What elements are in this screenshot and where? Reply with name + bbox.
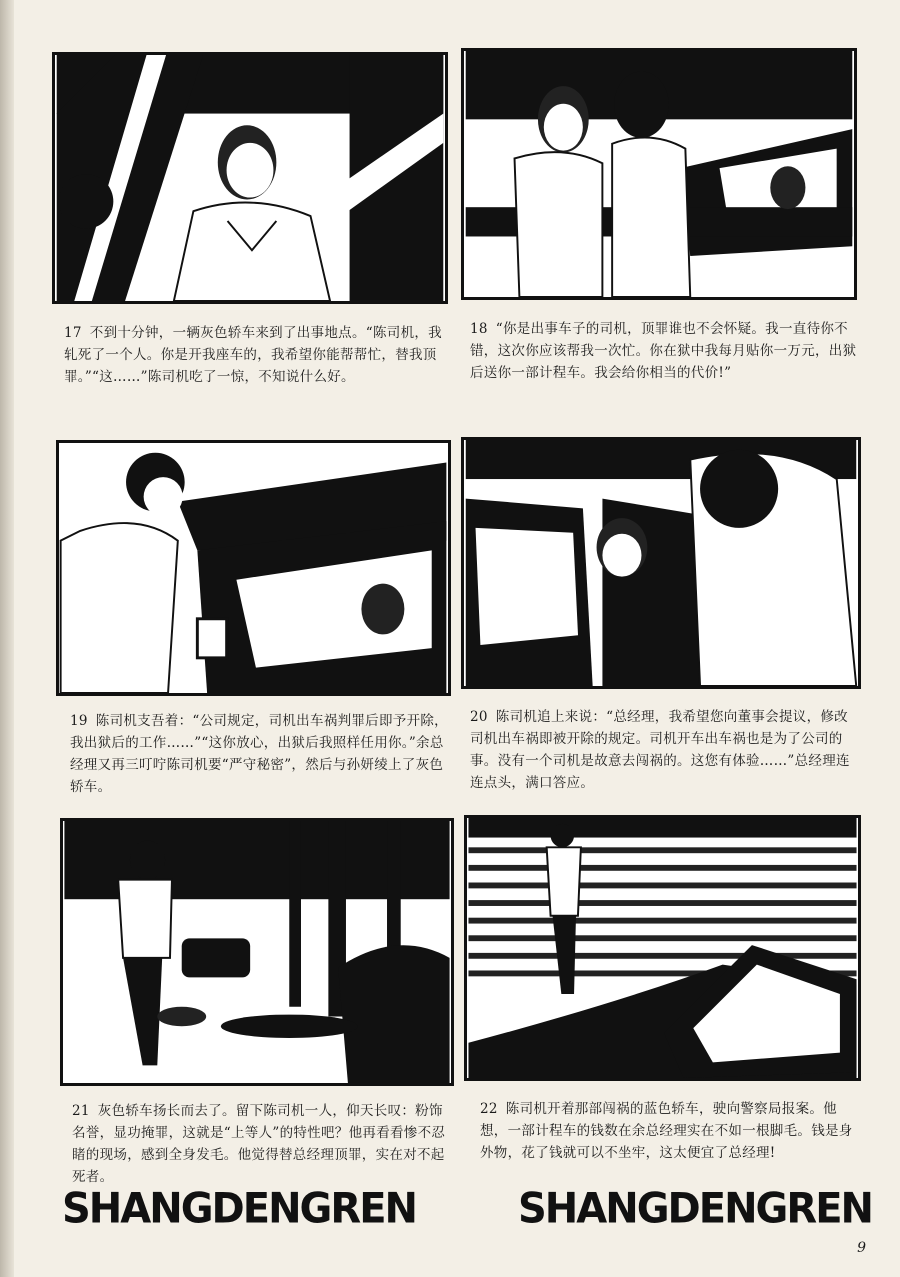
caption-number: 22 [480, 1101, 498, 1117]
caption-number: 19 [70, 713, 88, 729]
caption-number: 17 [64, 325, 82, 341]
banner-title-right: SHANGDENGREN [518, 1184, 872, 1234]
page-binding-edge [0, 0, 14, 1277]
caption-text: 陈司机支吾着：“公司规定，司机出车祸判罪后即予开除，我出狱后的工作……”“这你放心，出狱后我照样任用你。”余总经理又再三叮咛陈司机要“严守秘密”，然后与孙妍绫上了灰色轿车。 [70, 713, 448, 795]
caption-18 [470, 318, 858, 384]
illustration-panel-20 [461, 437, 861, 689]
caption-number: 21 [72, 1103, 90, 1119]
caption-text: “你是出事车子的司机，顶罪谁也不会怀疑。我一直待你不错，这次你应该帮我一次忙。你在狱中我每月贴你一万元，出狱后送你一部计程车。我会给你相当的代价!” [470, 321, 857, 381]
illustration-panel-18 [461, 48, 857, 300]
caption-text: 不到十分钟，一辆灰色轿车来到了出事地点。“陈司机，我轧死了一个人。你是开我座车的，我希望你能帮帮忙，替我顶罪。”“这……”陈司机吃了一惊，不知说什么好。 [64, 325, 442, 385]
caption-text: 陈司机开着那部闯祸的蓝色轿车，驶向警察局报案。他想，一部计程车的钱数在余总经理实在不如一根脚毛。钱是身外物，花了钱就可以不坐牢，这太便宜了总经理! [480, 1101, 853, 1161]
caption-22 [480, 1098, 860, 1164]
caption-20 [470, 706, 860, 794]
illustration-panel-22 [464, 815, 861, 1081]
title-banner [62, 1186, 872, 1232]
caption-number: 18 [470, 321, 488, 337]
panel-19-art [59, 443, 448, 693]
page-number: 9 [857, 1240, 866, 1256]
panel-20-art [464, 440, 858, 686]
banner-title-left: SHANGDENGREN [62, 1184, 416, 1234]
panel-21-art [63, 821, 451, 1083]
caption-21 [72, 1100, 452, 1188]
caption-19 [70, 710, 450, 798]
panel-18-art [464, 51, 854, 297]
caption-number: 20 [470, 709, 488, 725]
panel-22-art [467, 818, 858, 1078]
caption-17 [64, 322, 444, 388]
illustration-panel-21 [60, 818, 454, 1086]
caption-text: 陈司机追上来说：“总经理，我希望您向董事会提议，修改司机出车祸即被开除的规定。司机开车出车祸也是为了公司的事。没有一个司机是故意去闯祸的。这您有体验……”总经理连连点头，满口答应。 [470, 709, 850, 791]
illustration-panel-19 [56, 440, 451, 696]
caption-text: 灰色轿车扬长而去了。留下陈司机一人，仰天长叹：粉饰名誉，显功掩罪，这就是“上等人”的特性吧？他再看看惨不忍睹的现场，感到全身发毛。他觉得替总经理顶罪，实在对不起死者。 [72, 1103, 446, 1185]
panel-17-art [55, 55, 445, 301]
illustration-panel-17 [52, 52, 448, 304]
